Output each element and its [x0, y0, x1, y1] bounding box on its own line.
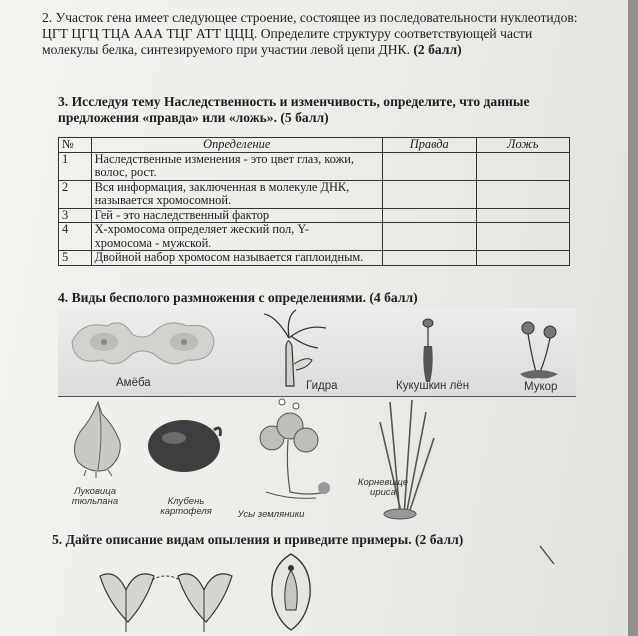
row-statement [91, 208, 382, 223]
row-statement-line: волос, рост. [94, 165, 157, 179]
q3-line-1: 3. Исследуя тему Наследственность и изменчивость, определите, что данные [58, 94, 530, 109]
row-statement [91, 152, 382, 180]
row-statement-line: хромосома - мужской. [94, 235, 212, 250]
pen-mark [538, 544, 558, 568]
question-2 [42, 10, 602, 58]
true-answer-cell[interactable] [382, 208, 476, 223]
mucor-illustration [514, 318, 564, 382]
question-4-title: 4. Виды бесполого размножения с определениями. (4 балл) [58, 290, 418, 305]
hydra-illustration [258, 306, 338, 388]
label-iris-rhizome [348, 478, 418, 498]
label-amoeba: Амёба [116, 377, 151, 389]
true-false-table [58, 137, 570, 266]
label-hydra: Гидра [306, 380, 338, 392]
q2-line-1: 2. Участок гена имеет следующее строение, состоящее из последовательности нуклеотидов: [42, 10, 578, 25]
true-answer-cell[interactable] [382, 152, 476, 180]
label-strawberry-runners: Усы земляники [237, 509, 305, 520]
iris-rhizome-illustration [370, 398, 440, 522]
header-true: Правда [382, 138, 476, 153]
header-definition: Определение [91, 138, 382, 153]
label-moss: Кукушкин лён [396, 380, 470, 392]
label-potato-line-1: Клубень [167, 496, 205, 507]
label-potato-tuber [146, 497, 226, 517]
cross-pollination-illustration [96, 562, 246, 636]
q2-points: (2 балл) [413, 42, 462, 57]
header-number: № [59, 138, 92, 153]
label-tulip-line-2: тюльпана [71, 496, 119, 507]
table-header-row [59, 138, 570, 153]
label-tulip-bulb [60, 487, 130, 507]
table-row [59, 180, 570, 208]
question-3 [58, 94, 588, 126]
false-answer-cell[interactable] [476, 223, 569, 251]
false-answer-cell[interactable] [476, 180, 569, 208]
row-number: 3 [59, 208, 92, 223]
label-iris-line-1: Корневище [357, 477, 409, 488]
row-number: 4 [59, 223, 92, 251]
true-answer-cell[interactable] [382, 223, 476, 251]
question-5-title: 5. Дайте описание видам опыления и приведите примеры. (2 балл) [52, 532, 464, 547]
row-statement-line: Гей - это наследственный фактор [94, 207, 270, 222]
false-answer-cell[interactable] [476, 251, 569, 266]
strawberry-runners-illustration [246, 396, 342, 514]
q2-line-2: ЦГТ ЦГЦ ТЦА ААА ТЦГ АТТ ЦЦЦ. Определите структуру соответствующей части [42, 26, 533, 41]
true-answer-cell[interactable] [382, 180, 476, 208]
label-potato-line-2: картофеля [160, 506, 212, 517]
row-statement-line: Х-хромосома определяет жеский пол, Y- [94, 222, 310, 236]
label-mucor: Мукор [524, 381, 558, 393]
label-tulip-line-1: Луковица [73, 486, 117, 497]
potato-tuber-illustration [146, 416, 226, 474]
q2-line-3-wrap [42, 42, 602, 58]
page-edge-shadow [628, 0, 638, 636]
false-answer-cell[interactable] [476, 208, 569, 223]
moss-illustration [412, 316, 442, 384]
self-pollination-illustration [266, 550, 316, 636]
row-number: 2 [59, 180, 92, 208]
table-row [59, 251, 570, 266]
false-answer-cell[interactable] [476, 152, 569, 180]
label-iris-line-2: ириса [370, 487, 396, 498]
table-row [59, 152, 570, 180]
row-statement-line: называется хромосомной. [94, 193, 232, 207]
row-statement-line: Двойной набор хромосом называется гаплоидным. [94, 250, 364, 264]
amoeba-illustration [62, 312, 222, 372]
tulip-bulb-illustration [68, 398, 126, 478]
table-row [59, 208, 570, 223]
row-statement [91, 180, 382, 208]
header-false: Ложь [476, 138, 569, 153]
row-number: 1 [59, 152, 92, 180]
q3-line-2: предложения «правда» или «ложь». (5 балл) [58, 110, 329, 125]
true-answer-cell[interactable] [382, 251, 476, 266]
row-statement [91, 251, 382, 266]
table-row [59, 223, 570, 251]
row-number: 5 [59, 251, 92, 266]
row-statement [91, 223, 382, 251]
row-statement-line: Вся информация, заключенная в молекуле ДНК, [94, 179, 350, 194]
row-statement-line: Наследственные изменения - это цвет глаз, кожи, [94, 151, 354, 166]
q2-line-3: молекулы белка, синтезируемого при участии левой цепи ДНК. [42, 42, 410, 57]
